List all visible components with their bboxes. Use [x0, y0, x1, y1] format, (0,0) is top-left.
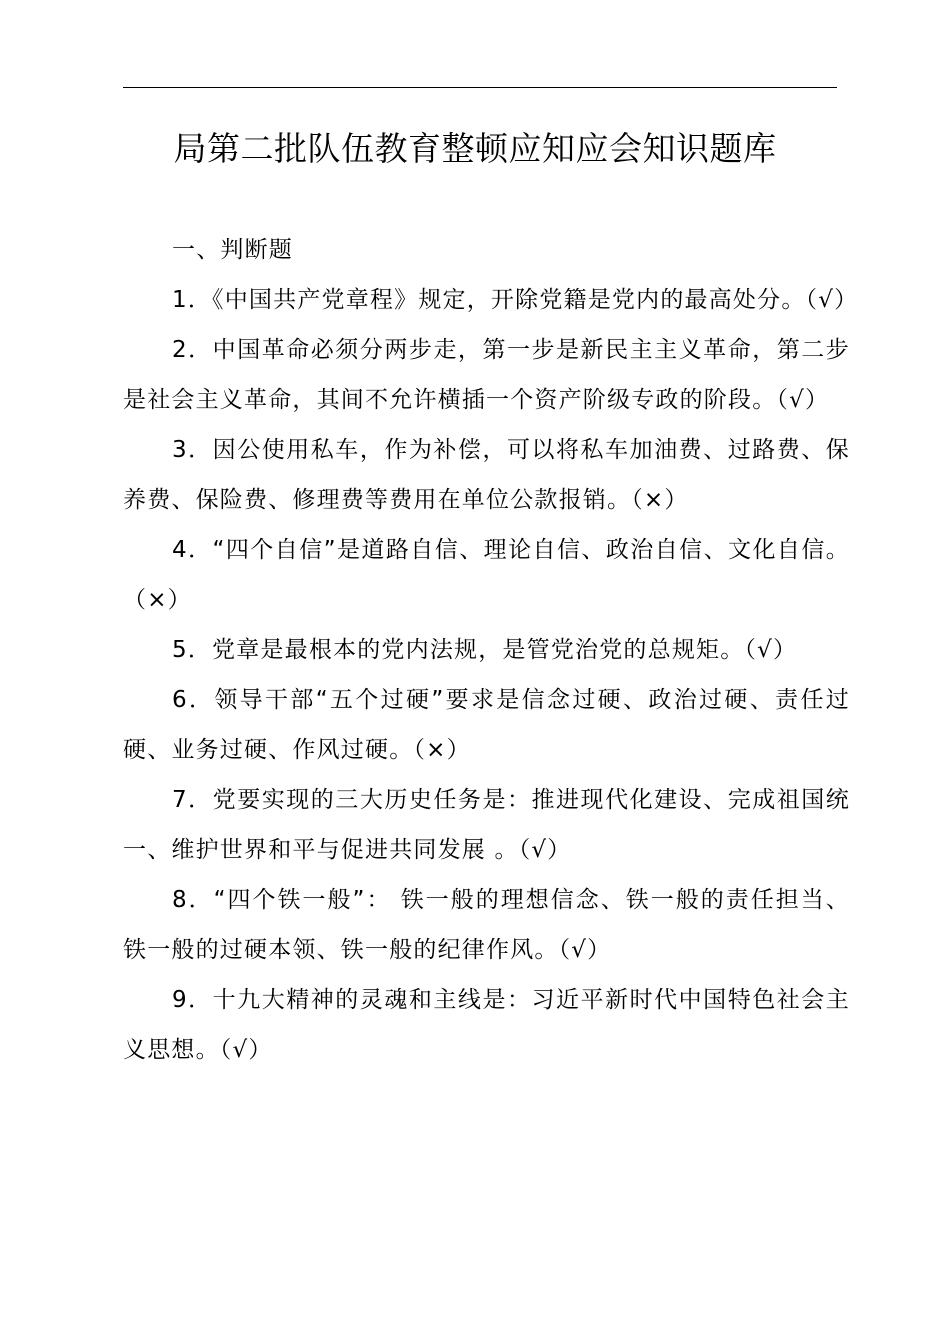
document-body — [123, 225, 859, 1075]
document-title: 局第二批队伍教育整顿应知应会知识题库 — [173, 129, 777, 168]
question-item: 2．中国革命必须分两步走，第一步是新民主主义革命，第二步是社会主义革命，其间不允许横插一个资产阶级专政的阶段。（√） — [123, 337, 850, 413]
question-item: 3．因公使用私车，作为补偿，可以将私车加油费、过路费、保养费、保险费、修理费等费用在单位公款报销。（×） — [123, 437, 850, 513]
question-item: 7．党要实现的三大历史任务是：推进现代化建设、完成祖国统一、维护世界和平与促进共同发展 。（√） — [123, 787, 850, 863]
section-heading: 一、判断题 — [172, 237, 293, 263]
question-item: 5．党章是最根本的党内法规，是管党治党的总规矩。（√） — [172, 637, 798, 663]
question-item: 1．《中国共产党章程》规定，开除党籍是党内的最高处分。（√） — [172, 287, 859, 313]
question-item: 6．领导干部“五个过硬”要求是信念过硬、政治过硬、责任过硬、业务过硬、作风过硬。（×） — [123, 687, 850, 763]
question-item: 9．十九大精神的灵魂和主线是：习近平新时代中国特色社会主义思想。（√） — [123, 987, 850, 1063]
question-item: 4．“四个自信”是道路自信、理论自信、政治自信、文化自信。（×） — [123, 537, 850, 613]
question-item: 8．“四个铁一般”： 铁一般的理想信念、铁一般的责任担当、铁一般的过硬本领、铁一般的纪律作风。（√） — [123, 887, 850, 963]
header-rule — [123, 87, 837, 88]
